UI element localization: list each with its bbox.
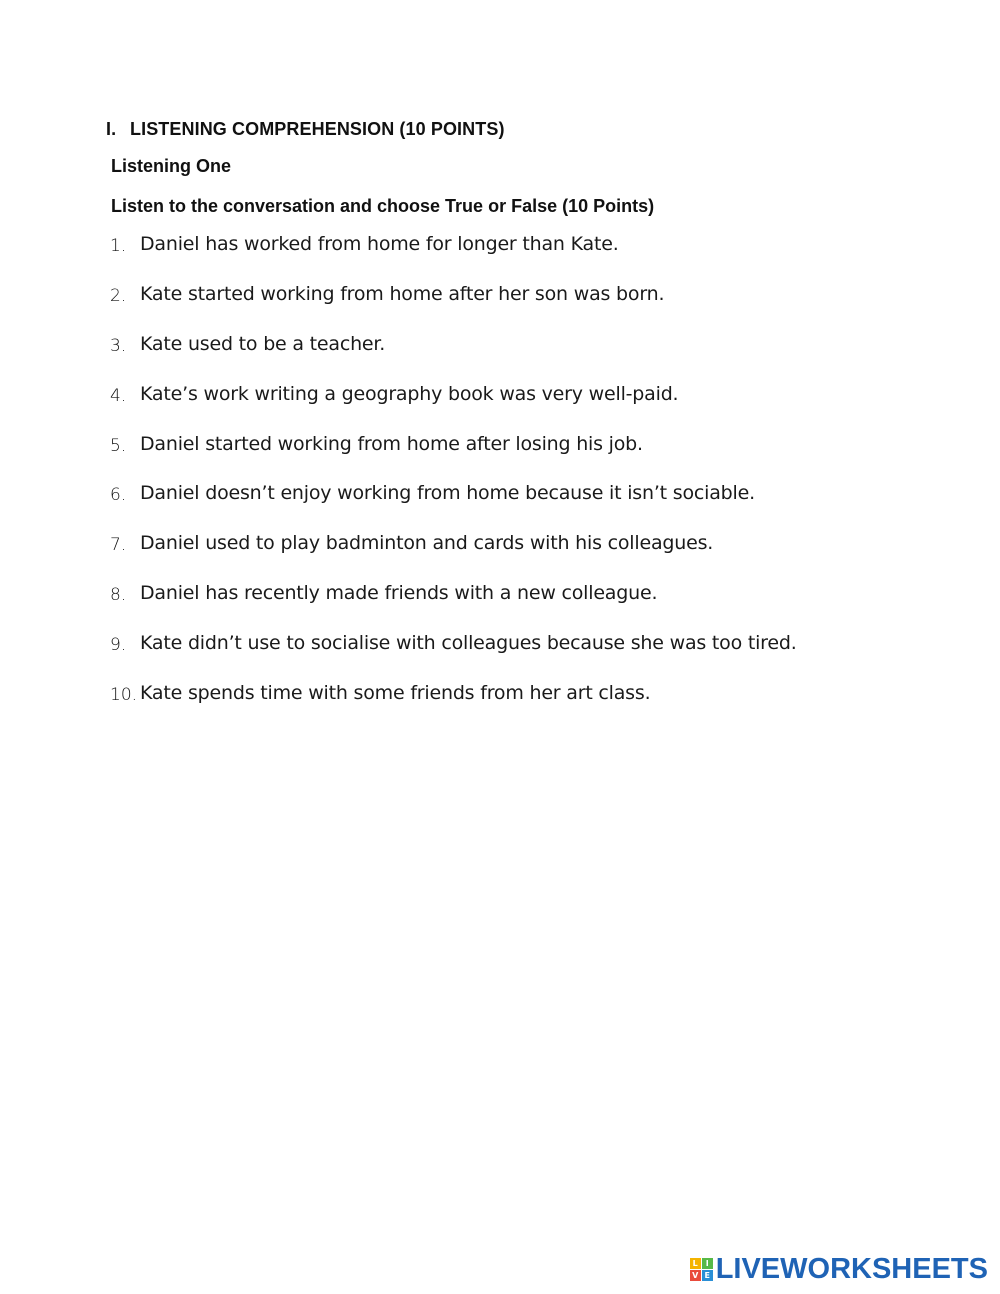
section-heading <box>106 119 505 140</box>
question-text: Daniel has worked from home for longer than Kate. <box>140 233 619 255</box>
question-item <box>110 383 797 433</box>
question-text: Kate spends time with some friends from her art class. <box>140 682 651 705</box>
question-number: 6. <box>110 485 127 506</box>
question-number: 8. <box>110 585 127 606</box>
question-text: Kate’s work writing a geography book was very well-paid. <box>140 382 679 405</box>
question-number: 7. <box>110 535 127 556</box>
question-list <box>110 233 797 732</box>
question-item <box>110 433 797 483</box>
logo-mark-icon <box>690 1258 713 1281</box>
logo-mark-cell: E <box>702 1270 713 1281</box>
question-number: 2. <box>110 285 127 306</box>
section-title: LISTENING COMPREHENSION (10 POINTS) <box>130 119 505 139</box>
question-text: Daniel started working from home after losing his job. <box>140 432 643 455</box>
logo-mark-cell: I <box>702 1258 713 1269</box>
liveworksheets-logo <box>690 1255 988 1284</box>
question-number: 5. <box>110 435 127 456</box>
question-number: 10. <box>110 685 138 706</box>
question-text: Daniel doesn’t enjoy working from home because it isn’t sociable. <box>140 482 755 505</box>
question-item <box>110 632 797 682</box>
question-text: Daniel has recently made friends with a new colleague. <box>140 582 658 605</box>
question-number: 9. <box>110 635 127 656</box>
question-text: Kate didn’t use to socialise with colleagues because she was too tired. <box>140 632 797 655</box>
logo-text: LIVEWORKSHEETS <box>715 1253 988 1285</box>
instruction-text: Listen to the conversation and choose True or False (10 Points) <box>111 196 655 216</box>
question-text: Daniel used to play badminton and cards with his colleagues. <box>140 532 714 555</box>
question-item <box>110 582 797 632</box>
question-text: Kate started working from home after her son was born. <box>140 282 665 305</box>
question-item <box>110 532 797 582</box>
section-number: I. <box>106 119 117 139</box>
question-item <box>110 283 797 333</box>
question-item <box>110 482 797 532</box>
question-text: Kate used to be a teacher. <box>140 332 386 355</box>
question-item <box>110 233 797 283</box>
logo-mark-cell: V <box>690 1270 701 1281</box>
listening-subheading: Listening One <box>111 156 232 176</box>
question-number: 1. <box>110 236 127 256</box>
question-number: 3. <box>110 335 127 356</box>
question-item <box>110 333 797 383</box>
question-item <box>110 682 797 732</box>
logo-mark-cell: L <box>690 1258 701 1269</box>
question-number: 4. <box>110 385 127 406</box>
